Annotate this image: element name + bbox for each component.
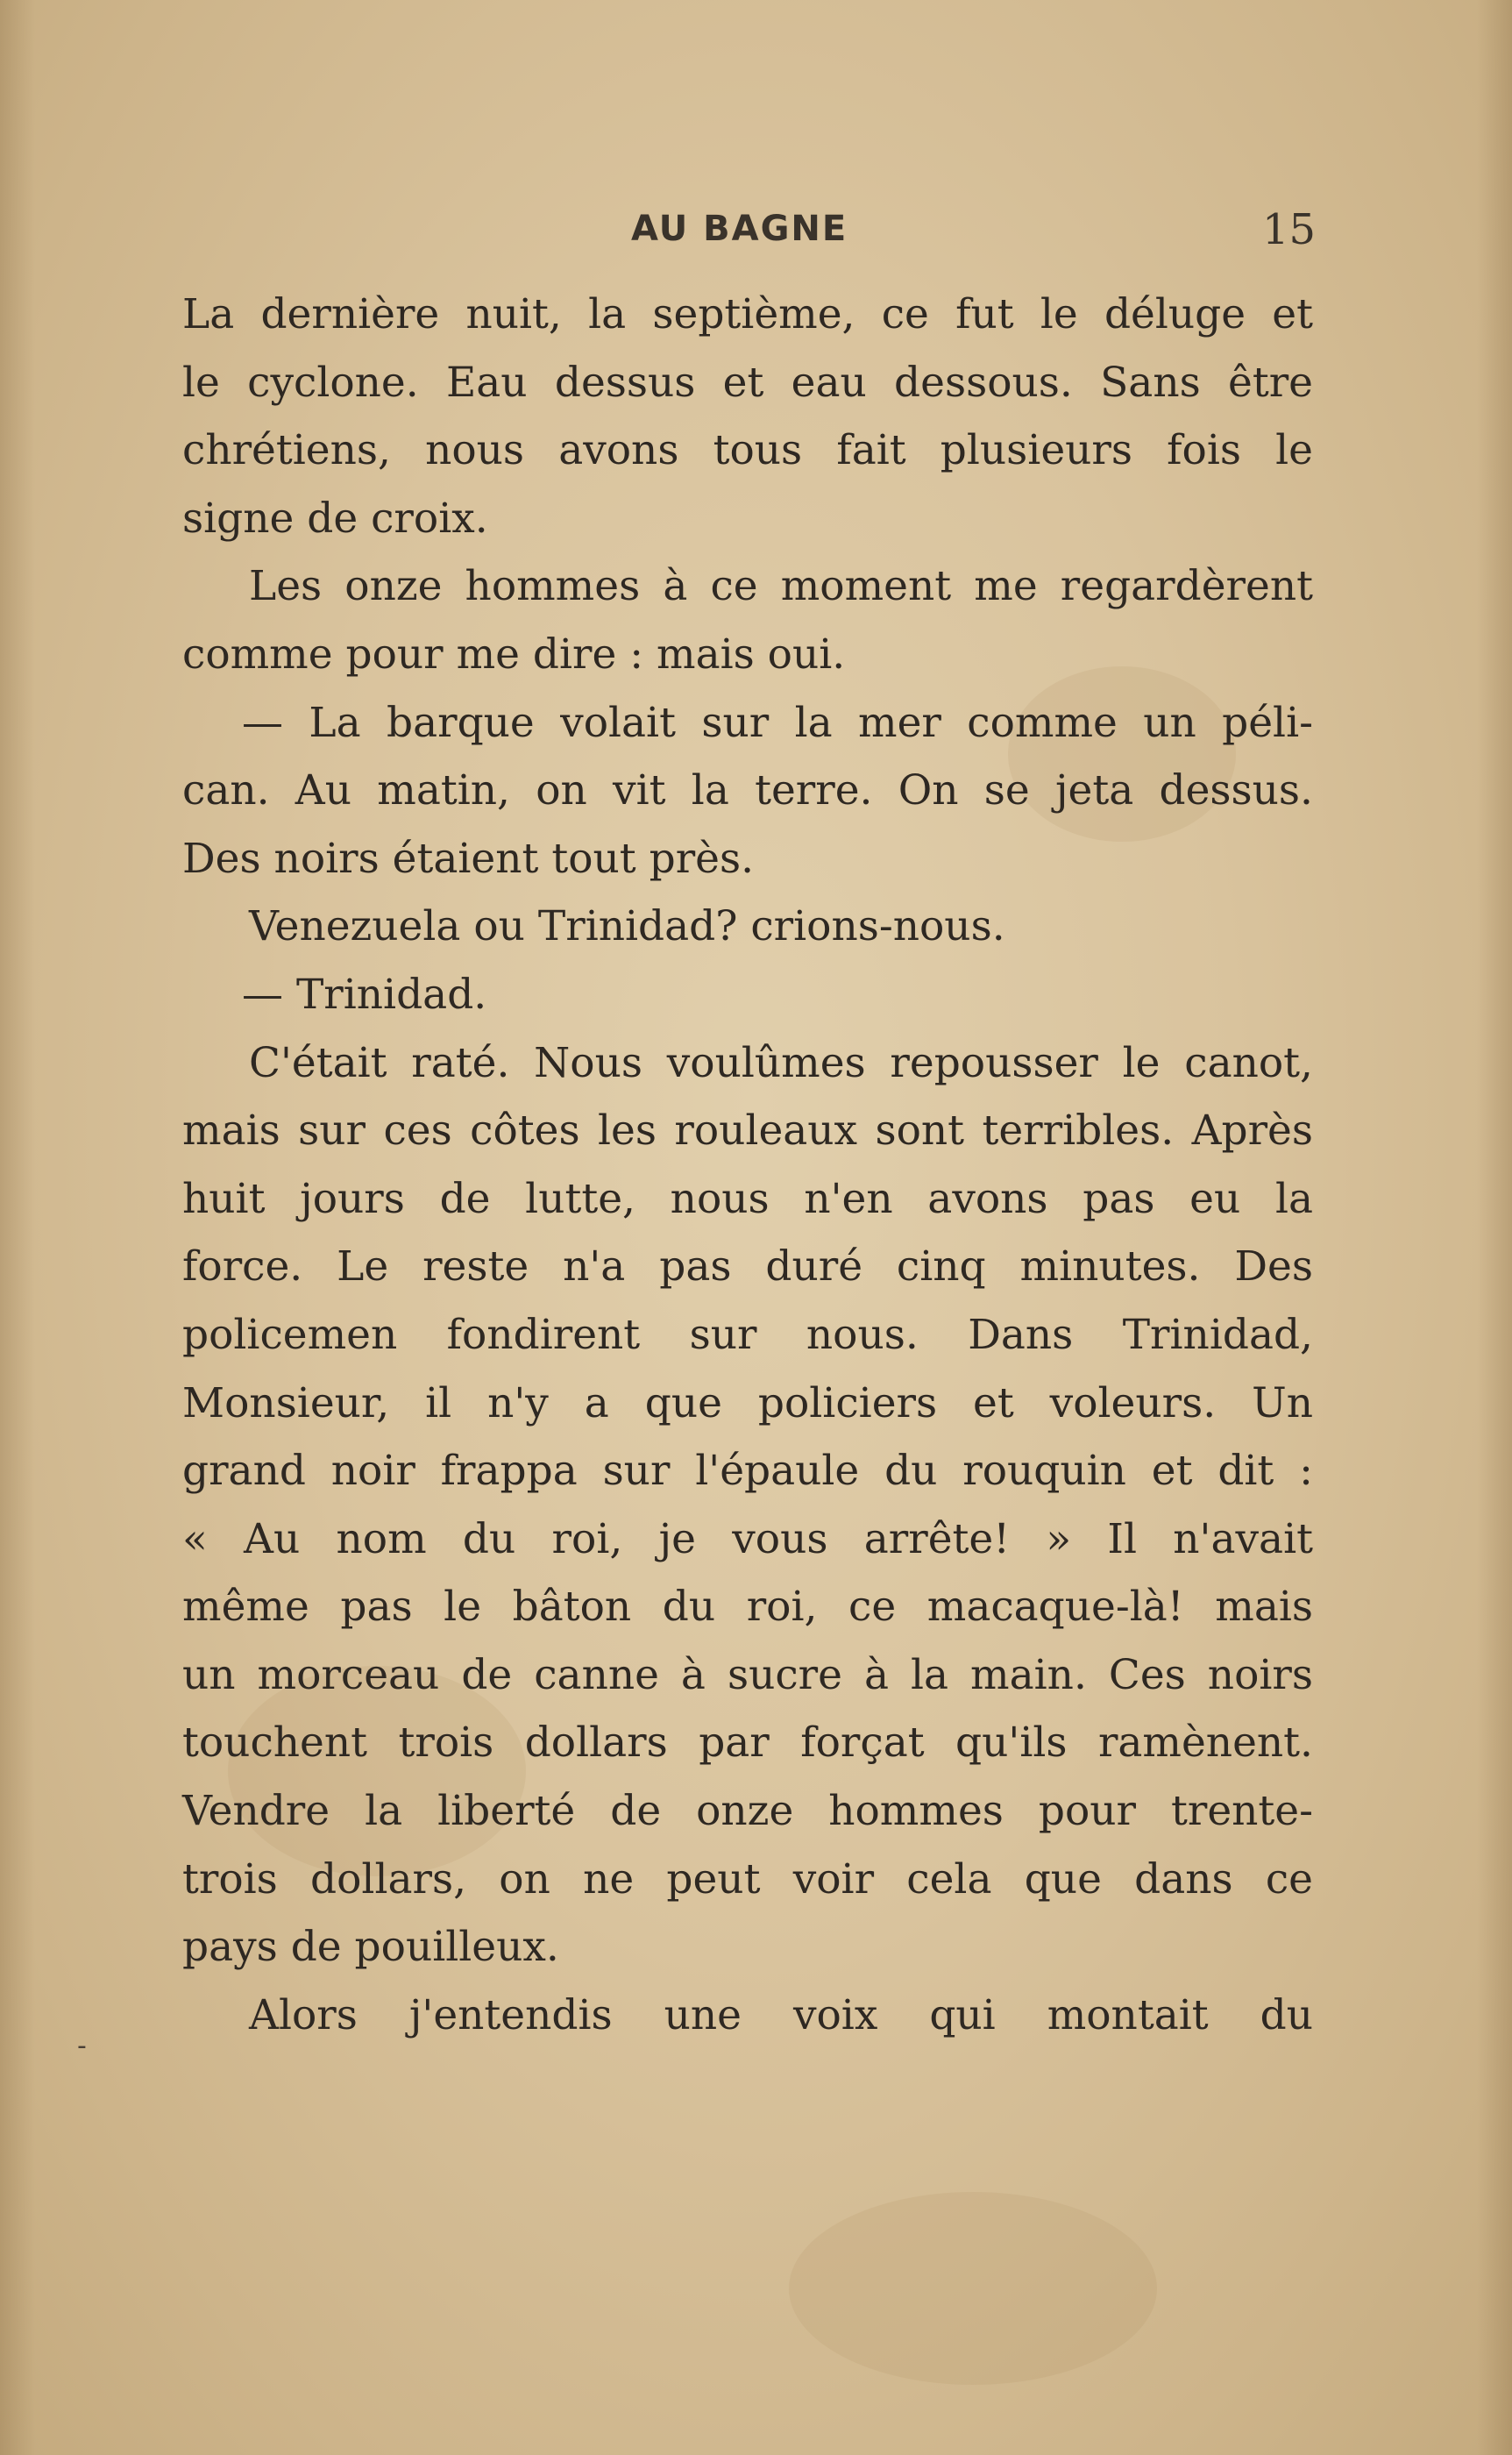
margin-mark: - bbox=[77, 2031, 87, 2061]
text-line: Monsieur, il n'y a que policiers et voleurs. Un bbox=[182, 1378, 1313, 1427]
text-line: pays de pouilleux. bbox=[182, 1923, 559, 1972]
body-text bbox=[182, 281, 1313, 2049]
running-header bbox=[0, 205, 1512, 261]
page-edge-shadow-right bbox=[1477, 0, 1512, 2455]
text-line: signe de croix. bbox=[182, 494, 488, 543]
running-title: AU BAGNE bbox=[631, 209, 848, 249]
text-line: La dernière nuit, la septième, ce fut le déluge et bbox=[182, 290, 1313, 338]
text-line: Alors j'entendis une voix qui montait du bbox=[249, 1990, 1313, 2039]
text-line: grand noir frappa sur l'épaule du rouquin et dit : bbox=[182, 1447, 1313, 1496]
page-number: 15 bbox=[1262, 205, 1317, 254]
text-line: même pas le bâton du roi, ce macaque-là! mais bbox=[182, 1583, 1313, 1632]
text-line: — La barque volait sur la mer comme un péli- bbox=[242, 698, 1313, 747]
text-line: Venezuela ou Trinidad? crions-nous. bbox=[249, 902, 1005, 951]
text-line: policemen fondirent sur nous. Dans Trinidad, bbox=[182, 1310, 1313, 1359]
text-line: un morceau de canne à sucre à la main. Ces noirs bbox=[182, 1650, 1313, 1699]
text-line: force. Le reste n'a pas duré cinq minutes. Des bbox=[182, 1242, 1313, 1292]
text-line: huit jours de lutte, nous n'en avons pas eu la bbox=[182, 1174, 1313, 1223]
text-line: touchent trois dollars par forçat qu'ils ramènent. bbox=[182, 1718, 1313, 1768]
text-line: comme pour me dire : mais oui. bbox=[182, 630, 846, 679]
text-line: C'était raté. Nous voulûmes repousser le canot, bbox=[249, 1038, 1313, 1087]
text-line: can. Au matin, on vit la terre. On se jeta dessus. bbox=[182, 766, 1313, 815]
text-line: mais sur ces côtes les rouleaux sont terribles. Après bbox=[182, 1107, 1313, 1156]
text-line: chrétiens, nous avons tous fait plusieurs fois le bbox=[182, 426, 1313, 475]
text-line: — Trinidad. bbox=[242, 970, 487, 1019]
text-line: « Au nom du roi, je vous arrête! » Il n'avait bbox=[182, 1514, 1313, 1563]
text-line: trois dollars, on ne peut voir cela que dans ce bbox=[182, 1854, 1313, 1904]
text-line: Des noirs étaient tout près. bbox=[182, 834, 755, 883]
text-line: Les onze hommes à ce moment me regardèrent bbox=[249, 562, 1313, 611]
text-line: le cyclone. Eau dessus et eau dessous. Sans être bbox=[182, 358, 1313, 407]
text-line: Vendre la liberté de onze hommes pour trente- bbox=[182, 1787, 1313, 1836]
paper-stain bbox=[789, 2192, 1157, 2385]
page-edge-shadow-left bbox=[0, 0, 35, 2455]
